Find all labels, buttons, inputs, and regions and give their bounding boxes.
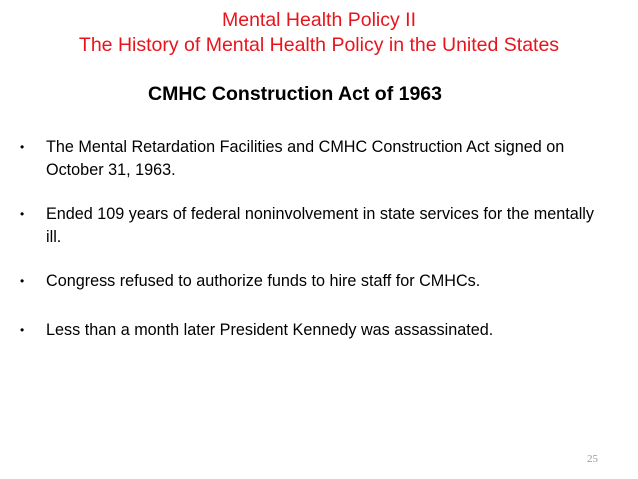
bullet-text: Less than a month later President Kennedy was assassinated. [46, 321, 494, 339]
bullet-dot: • [20, 323, 25, 337]
slide-subtitle: CMHC Construction Act of 1963 [148, 83, 442, 105]
bullet-text: Congress refused to authorize funds to hire staff for CMHCs. [46, 272, 481, 290]
bullet-dot: • [20, 207, 25, 221]
bullet-dot: • [20, 140, 25, 154]
bullet-text: Ended 109 years of federal noninvolvement in state services for the mentally ill. [46, 205, 594, 246]
slide-title-line-1: Mental Health Policy II [221, 9, 416, 31]
bullet-text: The Mental Retardation Facilities and CMHC Construction Act signed on October 31, 1963. [46, 138, 565, 179]
page-number: 25 [587, 453, 598, 465]
slide-title-line-2: The History of Mental Health Policy in the United States [78, 34, 560, 56]
bullet-dot: • [20, 274, 25, 288]
